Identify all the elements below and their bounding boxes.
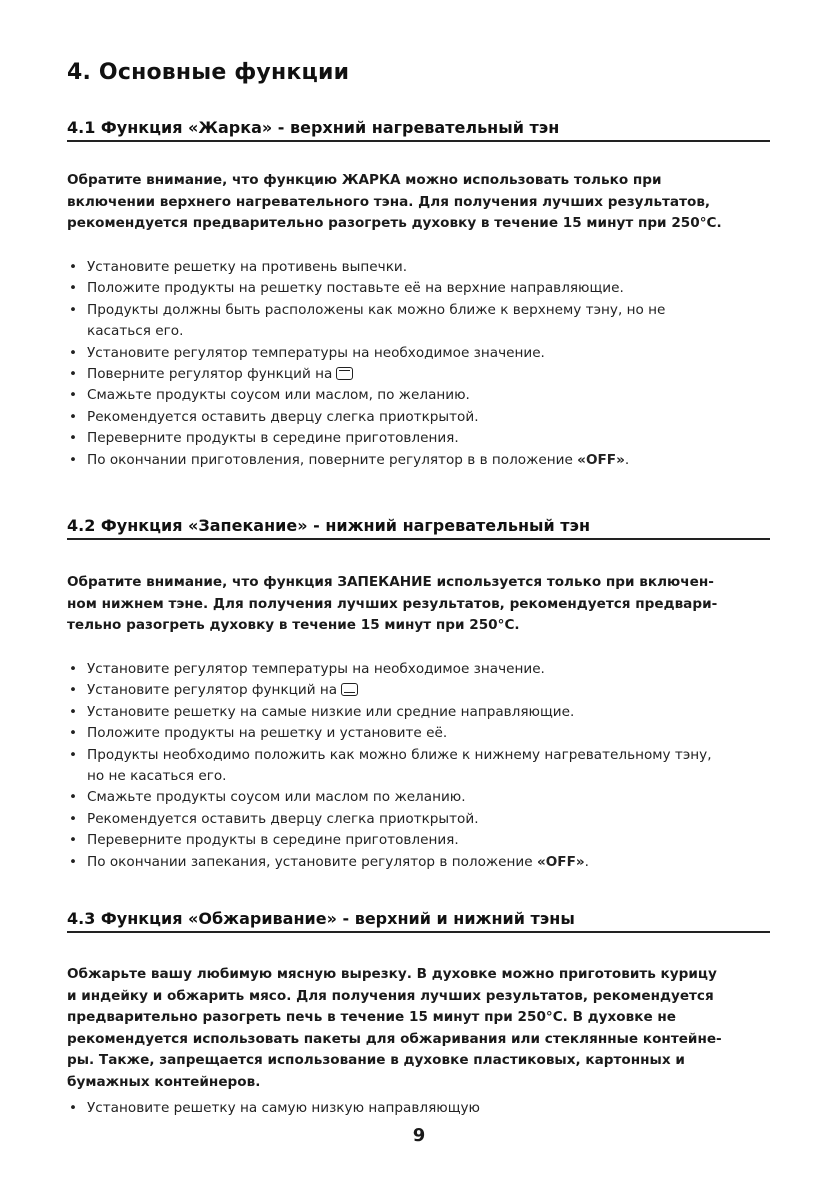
intro-line: включении верхнего нагревательного тэна. Для получения лучших результатов, [67,193,711,210]
section-4-3-intro [67,964,722,1094]
list-item: • Установите решетку на противень выпечки. [69,259,408,275]
list-item: • Переверните продукты в середине приготовления. [69,832,459,849]
intro-line: ном нижнем тэне. Для получения лучших результатов, рекомендуется предвари- [67,595,718,612]
list-item: • Рекомендуется оставить дверцу слегка приоткрытой. [69,408,479,425]
list-item: • Установите решетку на самые низкие или средние направляющие. [69,703,575,720]
section-heading-4-3: 4.3 Функция «Обжаривание» - верхний и нижний тэны [67,909,770,933]
page-title: 4. Основные функции [67,60,350,85]
list-item: • Рекомендуется оставить дверцу слегка приоткрытой. [69,810,479,827]
section-4-3-steps [67,1098,480,1119]
list-item: • Продукты необходимо положить как можно ближе к нижнему нагревательному тэну, но не касаться его. [69,746,712,785]
list-item: • Положите продукты на решетку и установите её. [69,725,448,742]
list-item: • Установите регулятор функций на [67,680,712,701]
list-item: • Переверните продукты в середине приготовления. [69,430,459,447]
intro-line: Обжарьте вашу любимую мясную вырезку. В духовке можно приготовить курицу [67,966,717,982]
list-item: • Смажьте продукты соусом или маслом, по желанию. [69,387,470,404]
section-heading-4-1: 4.1 Функция «Жарка» - верхний нагревательный тэн [67,118,770,142]
list-item: • Смажьте продукты соусом или маслом по желанию. [69,789,466,806]
list-item: • Продукты должны быть расположены как можно ближе к верхнему тэну, но не касаться его. [69,301,666,340]
intro-line: ры. Также, запрещается использование в духовке пластиковых, картонных и [67,1052,685,1069]
intro-line: тельно разогреть духовку в течение 15 минут при 250°C. [67,617,520,634]
intro-line: Обратите внимание, что функцию ЖАРКА можно использовать только при [67,172,662,188]
intro-line: Обратите внимание, что функция ЗАПЕКАНИЕ используется только при включен- [67,574,714,590]
bottom-heater-icon [341,683,358,696]
top-heater-icon [336,367,353,380]
list-item: • По окончании запекания, установите регулятор в положение «OFF». [69,853,589,870]
list-item: • По окончании приготовления, поверните регулятор в в положение «OFF». [69,451,630,468]
section-4-2-intro [67,572,717,637]
section-heading-4-2: 4.2 Функция «Запекание» - нижний нагревательный тэн [67,516,770,540]
intro-line: рекомендуется предварительно разогреть духовку в течение 15 минут при 250°C. [67,215,722,232]
list-item: • Установите регулятор температуры на необходимое значение. [69,661,545,677]
section-4-1-intro [67,170,722,235]
intro-line: предварительно разогреть печь в течение 15 минут при 250°C. В духовке не [67,1009,677,1026]
intro-line: бумажных контейнеров. [67,1073,261,1090]
list-item: • Установите решетку на самую низкую направляющую [69,1100,481,1116]
page-number: 9 [412,1125,426,1146]
intro-line: рекомендуется использовать пакеты для обжаривания или стеклянные контейне- [67,1030,722,1047]
list-item: • Положите продукты на решетку поставьте её на верхние направляющие. [69,280,624,297]
list-item: • Поверните регулятор функций на [67,364,665,385]
section-4-2-steps [67,659,712,873]
section-4-1-steps [67,257,665,471]
intro-line: и индейку и обжарить мясо. Для получения лучших результатов, рекомендуется [67,987,714,1004]
list-item: • Установите регулятор температуры на необходимое значение. [69,344,545,361]
